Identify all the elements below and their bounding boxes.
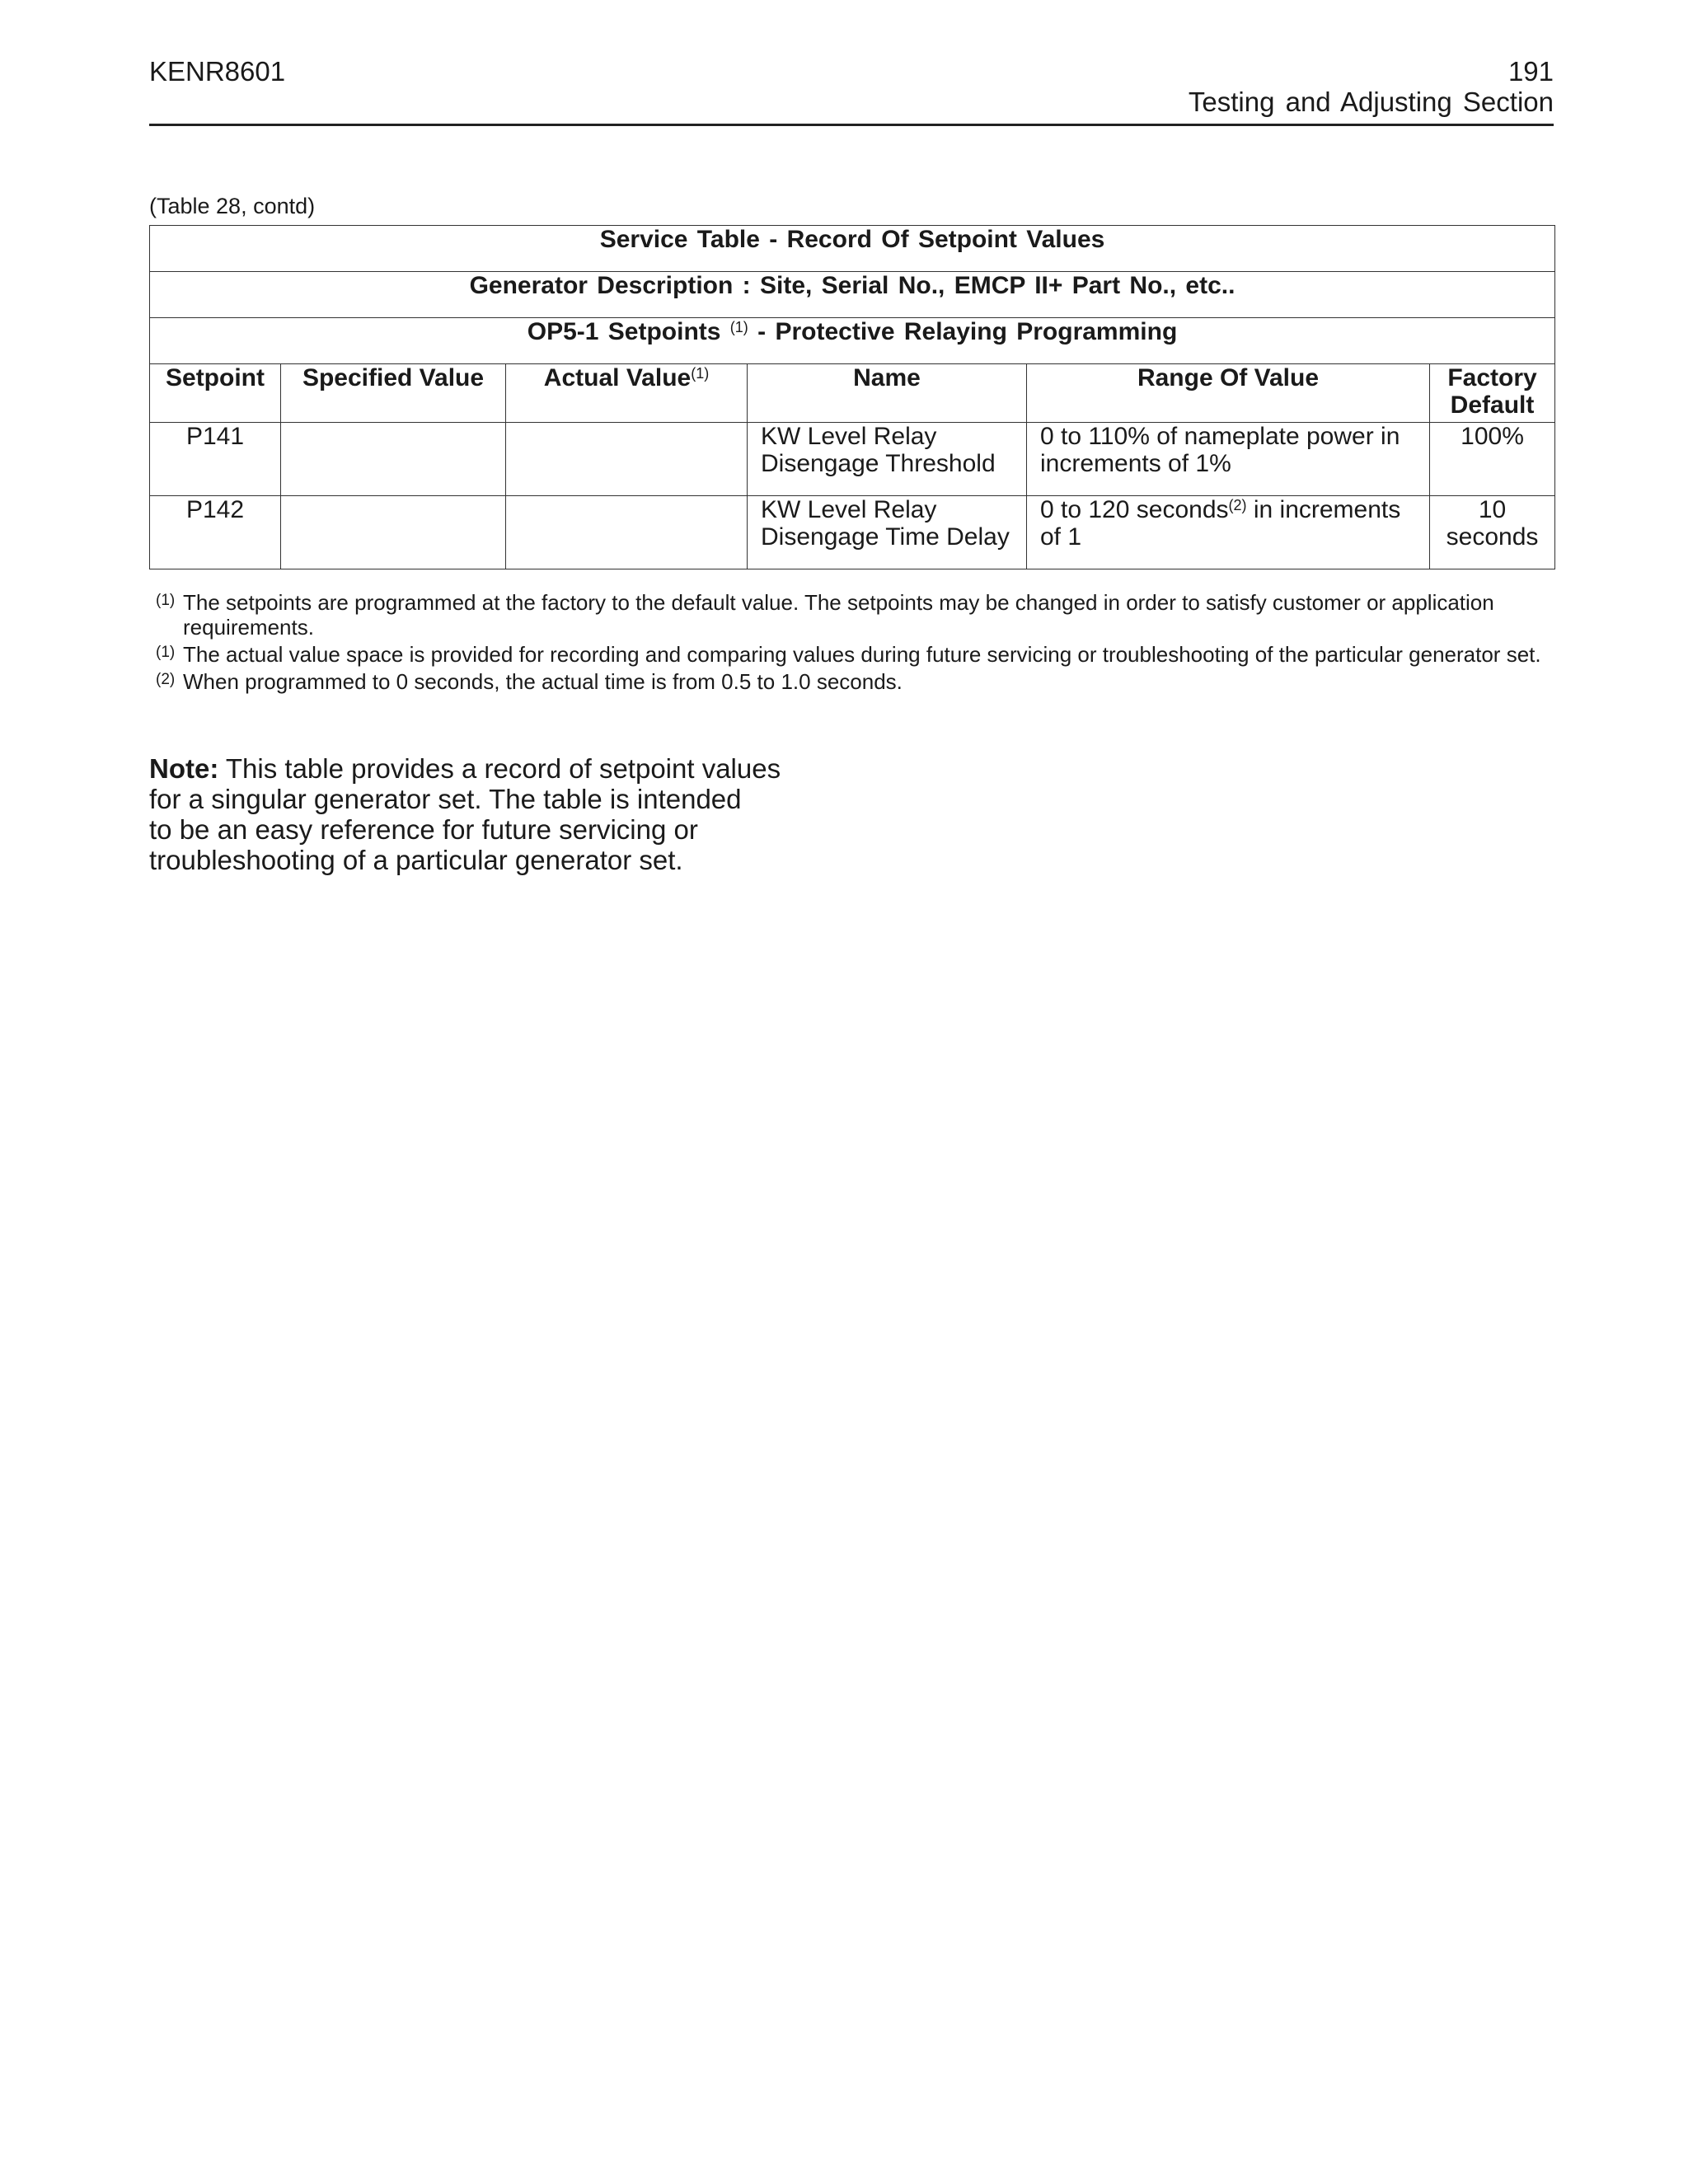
actual-value-cell	[506, 423, 748, 496]
default-line-1: 100%	[1461, 423, 1524, 450]
footnote-mark: (2)	[156, 671, 176, 688]
note-line-1: This table provides a record of setpoint values	[218, 753, 781, 784]
footnote-text: The actual value space is provided for recording and comparing values during future servicing or troubleshooting of the particular generator set.	[183, 642, 1541, 667]
column-header-specified-value: Specified Value	[281, 364, 506, 423]
footnote-text: When programmed to 0 seconds, the actual time is from 0.5 to 1.0 seconds.	[183, 669, 903, 694]
note-line-2: for a singular generator set. The table is intended	[149, 784, 742, 814]
name-cell	[748, 496, 1027, 569]
column-header-row	[150, 364, 1555, 423]
name-line-1: KW Level Relay	[761, 423, 937, 450]
setpoint-group-row	[150, 318, 1555, 364]
range-line-2: of 1	[1040, 523, 1082, 551]
range-cell	[1027, 496, 1430, 569]
footnote-ref: (1)	[691, 365, 710, 382]
name-line-1: KW Level Relay	[761, 496, 937, 523]
footnote-mark: (1)	[156, 644, 176, 661]
range-line-1a: 0 to 120 seconds	[1040, 496, 1229, 523]
document-id: KENR8601	[149, 56, 286, 87]
generator-description: Generator Description : Site, Serial No., EMCP II+ Part No., etc..	[150, 272, 1555, 318]
factory-default-cell	[1430, 423, 1555, 496]
page-number: 191	[1507, 56, 1554, 87]
note-line-4: troubleshooting of a particular generator set.	[149, 845, 683, 875]
factory-default-line-1: Factory	[1447, 364, 1537, 391]
table-title: Service Table - Record Of Setpoint Values	[150, 226, 1555, 272]
factory-default-cell	[1430, 496, 1555, 569]
note-label: Note:	[149, 753, 219, 784]
actual-value-label: Actual Value	[543, 364, 692, 391]
footnote	[156, 642, 1557, 667]
column-header-range-of-value: Range Of Value	[1027, 364, 1430, 423]
table-row	[150, 423, 1555, 496]
footnote-mark: (1)	[156, 592, 176, 609]
footnote	[156, 669, 1557, 694]
section-title: Testing and Adjusting Section	[1188, 87, 1554, 117]
setpoint-cell: P141	[150, 423, 281, 496]
name-cell	[748, 423, 1027, 496]
footnote-text: The setpoints are programmed at the factory to the default value. The setpoints may be changed in order to satisfy customer or application requirements.	[183, 590, 1494, 640]
generator-description-row	[150, 272, 1555, 318]
range-line-2: increments of 1%	[1040, 450, 1231, 477]
column-header-actual-value	[506, 364, 748, 423]
name-line-2: Disengage Time Delay	[761, 523, 1010, 551]
setpoint-cell: P142	[150, 496, 281, 569]
actual-value-cell	[506, 496, 748, 569]
name-line-2: Disengage Threshold	[761, 450, 996, 477]
footnote-ref: (1)	[729, 319, 748, 335]
note-line-3: to be an easy reference for future servicing or	[149, 814, 698, 845]
default-line-2: seconds	[1446, 523, 1539, 551]
range-line-1b: in increments	[1246, 496, 1401, 523]
group-title-prefix: OP5-1 Setpoints	[527, 318, 721, 345]
table-row	[150, 496, 1555, 569]
column-header-setpoint: Setpoint	[150, 364, 281, 423]
specified-value-cell	[281, 496, 506, 569]
page-header	[149, 53, 1554, 126]
range-line-1: 0 to 110% of nameplate power in	[1040, 423, 1400, 450]
range-cell	[1027, 423, 1430, 496]
footnote-ref: (2)	[1228, 497, 1247, 513]
column-header-factory-default	[1430, 364, 1555, 423]
service-table	[149, 225, 1555, 569]
specified-value-cell	[281, 423, 506, 496]
table-title-row	[150, 226, 1555, 272]
note-paragraph	[149, 753, 842, 875]
footnote	[156, 590, 1557, 640]
footnotes	[156, 590, 1557, 696]
column-header-name: Name	[748, 364, 1027, 423]
group-title-suffix: - Protective Relaying Programming	[757, 318, 1178, 345]
setpoint-group-title	[150, 318, 1555, 364]
table-caption: (Table 28, contd)	[149, 194, 316, 218]
default-line-1: 10	[1478, 496, 1507, 523]
factory-default-line-2: Default	[1450, 391, 1535, 419]
